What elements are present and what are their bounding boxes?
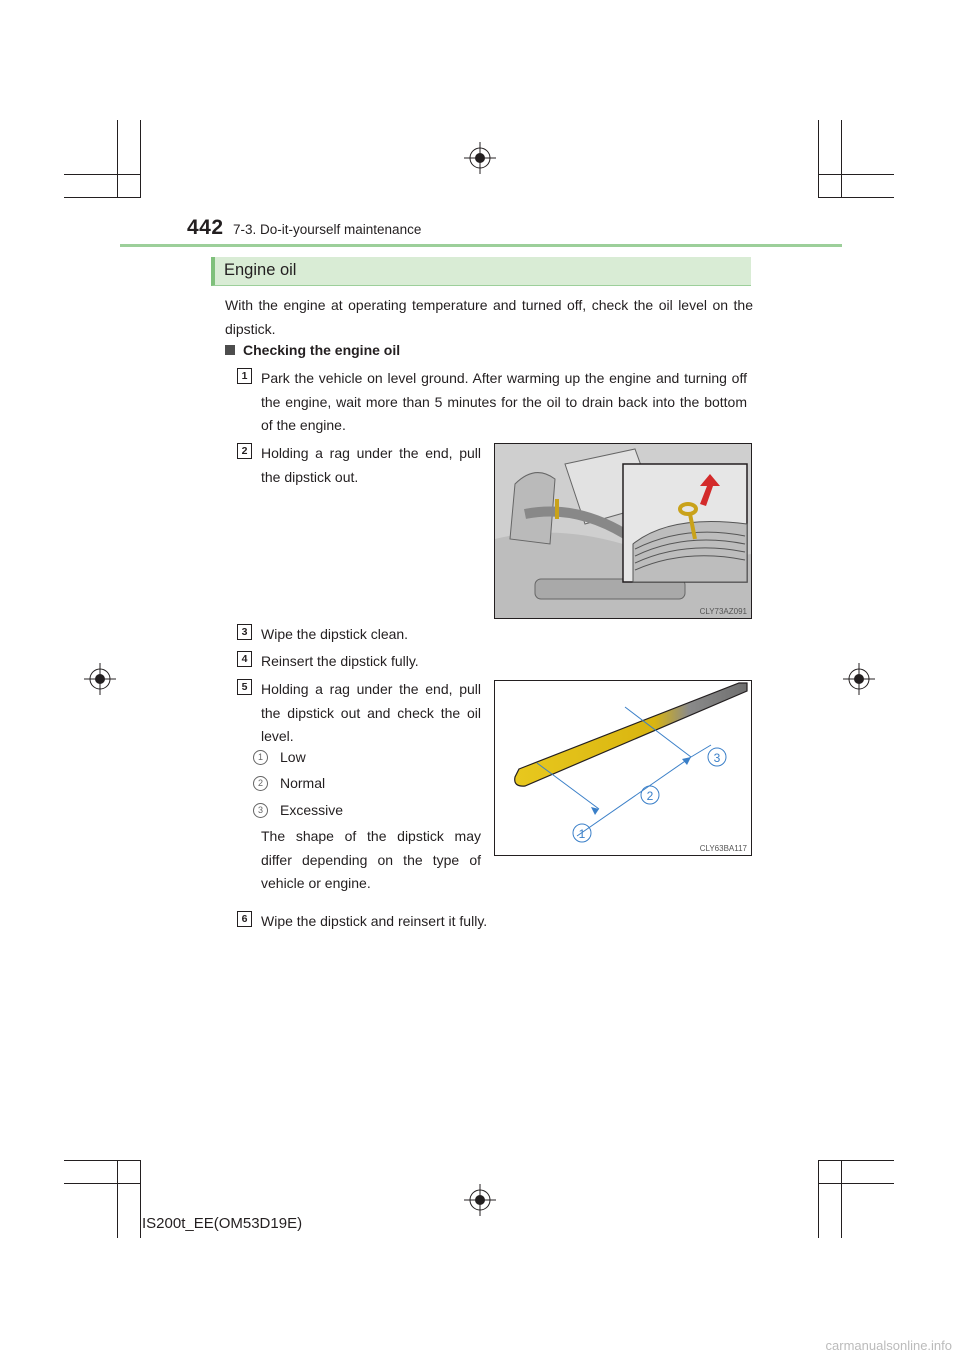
step-text-5: Holding a rag under the end, pull the dipstick out and check the oil level. bbox=[261, 681, 481, 744]
dipstick-drawing bbox=[495, 681, 751, 855]
watermark: carmanualsonline.info bbox=[825, 1338, 952, 1353]
dipstick-callout-1: 1 bbox=[578, 827, 586, 841]
page-number: 442 bbox=[187, 216, 224, 239]
step-text-3: Wipe the dipstick clean. bbox=[261, 626, 409, 642]
dipstick-callout-3: 3 bbox=[713, 751, 721, 765]
registration-mark-icon bbox=[464, 142, 496, 174]
engine-illustration-drawing bbox=[495, 444, 751, 618]
section-breadcrumb: 7-3. Do-it-yourself maintenance bbox=[233, 222, 422, 237]
level-label-low: Low bbox=[280, 749, 306, 765]
step-number-6: 6 bbox=[237, 911, 252, 927]
section-title: Engine oil bbox=[224, 261, 297, 279]
step-number-3: 3 bbox=[237, 624, 252, 640]
intro-paragraph: With the engine at operating temperature and turned off, check the oil level on the dipstick. bbox=[225, 297, 753, 337]
figure-code: CLY73AZ091 bbox=[699, 607, 747, 616]
callout-3-icon: 3 bbox=[253, 803, 268, 818]
header-divider bbox=[120, 244, 842, 247]
level-label-normal: Normal bbox=[280, 775, 326, 791]
step-number-2: 2 bbox=[237, 443, 252, 459]
engine-bay-illustration bbox=[494, 443, 752, 619]
callout-1-icon: 1 bbox=[253, 750, 268, 765]
square-bullet-icon bbox=[225, 345, 235, 355]
registration-mark-icon bbox=[843, 663, 875, 695]
step-text-4: Reinsert the dipstick fully. bbox=[261, 653, 419, 669]
level-label-excessive: Excessive bbox=[280, 802, 344, 818]
step-number-4: 4 bbox=[237, 651, 252, 667]
registration-mark-icon bbox=[84, 663, 116, 695]
subheading bbox=[225, 342, 400, 358]
registration-mark-icon bbox=[464, 1184, 496, 1216]
step-text-1: Park the vehicle on level ground. After warming up the engine and turning off the engine, wait more than 5 minutes for the oil to drain back into the bottom of the engine. bbox=[261, 370, 747, 433]
step-number-5: 5 bbox=[237, 679, 252, 695]
step-text-2: Holding a rag under the end, pull the dipstick out. bbox=[261, 445, 481, 485]
subheading-text: Checking the engine oil bbox=[243, 342, 401, 358]
figure-code: CLY63BA117 bbox=[699, 844, 747, 853]
step-text-6: Wipe the dipstick and reinsert it fully. bbox=[261, 913, 488, 929]
callout-2-icon: 2 bbox=[253, 776, 268, 791]
step-number-1: 1 bbox=[237, 368, 252, 384]
footer-doc-code: IS200t_EE(OM53D19E) bbox=[142, 1215, 303, 1232]
dipstick-note: The shape of the dipstick may differ depending on the type of vehicle or engine. bbox=[261, 828, 481, 891]
dipstick-callout-2: 2 bbox=[646, 789, 654, 803]
dipstick-illustration bbox=[494, 680, 752, 856]
